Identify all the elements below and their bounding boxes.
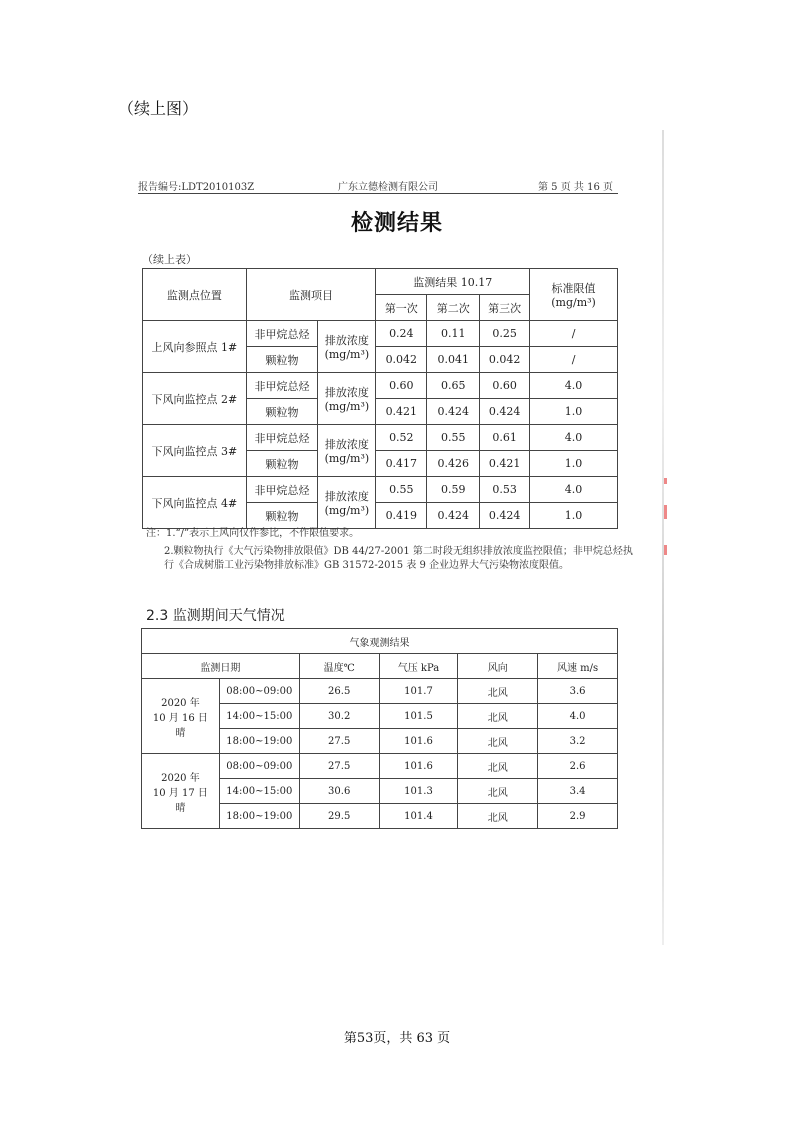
weather-body: [142, 679, 618, 829]
pressure-cell: 101.4: [379, 804, 458, 829]
header-run-1: 第一次: [376, 295, 427, 321]
pressure-cell: 101.7: [379, 679, 458, 704]
temp-cell: 29.5: [299, 804, 379, 829]
scan-edge: [662, 130, 664, 945]
time-cell: 14:00~15:00: [219, 779, 299, 804]
value-cell: 0.24: [376, 321, 427, 347]
conc-unit: (mg/m³): [324, 504, 370, 517]
value-cell: 0.60: [376, 373, 427, 399]
item-name: 非甲烷总烃: [246, 425, 318, 451]
header-wind-dir: 风向: [458, 654, 538, 679]
conc-label: 排放浓度: [324, 386, 369, 399]
value-cell: 0.041: [427, 347, 480, 373]
pressure-cell: 101.3: [379, 779, 458, 804]
value-cell: 0.424: [480, 503, 530, 529]
table-row: [143, 321, 618, 347]
value-cell: 0.424: [427, 399, 480, 425]
item-name: 非甲烷总烃: [246, 477, 318, 503]
date-day: 10 月 17 日: [152, 787, 208, 799]
wind-speed-cell: 2.9: [538, 804, 618, 829]
value-cell: 0.61: [480, 425, 530, 451]
pressure-cell: 101.5: [379, 704, 458, 729]
location-cell: 上风向参照点 1#: [143, 321, 247, 373]
company-name: 广东立德检测有限公司: [338, 182, 438, 193]
section-title: 2.3 监测期间天气情况: [146, 608, 285, 624]
value-cell: 0.59: [427, 477, 480, 503]
location-cell: 下风向监控点 2#: [143, 373, 247, 425]
time-cell: 14:00~15:00: [219, 704, 299, 729]
table-row: [142, 679, 618, 704]
table-row: [143, 373, 618, 399]
wind-speed-cell: 4.0: [538, 704, 618, 729]
location-cell: 下风向监控点 4#: [143, 477, 247, 529]
time-cell: 18:00~19:00: [219, 804, 299, 829]
header-temp: 温度℃: [299, 654, 379, 679]
value-cell: 0.421: [480, 451, 530, 477]
value-cell: 0.424: [480, 399, 530, 425]
conc-cell: [318, 373, 376, 425]
limit-cell: 4.0: [530, 373, 618, 399]
location-cell: 下风向监控点 3#: [143, 425, 247, 477]
value-cell: 0.424: [427, 503, 480, 529]
value-cell: 0.421: [376, 399, 427, 425]
value-cell: 0.417: [376, 451, 427, 477]
header-run-2: 第二次: [427, 295, 480, 321]
header-limit-label: 标准限值: [551, 282, 596, 295]
value-cell: 0.65: [427, 373, 480, 399]
date-weather: 晴: [175, 802, 186, 814]
red-mark: [664, 505, 667, 519]
time-cell: 18:00~19:00: [219, 729, 299, 754]
header-pressure: 气压 kPa: [379, 654, 458, 679]
value-cell: 0.52: [376, 425, 427, 451]
header-item: 监测项目: [246, 269, 376, 321]
continued-table-caption: （续上表）: [142, 253, 197, 266]
temp-cell: 26.5: [299, 679, 379, 704]
conc-label: 排放浓度: [324, 438, 369, 451]
value-cell: 0.25: [480, 321, 530, 347]
report-number: 报告编号:LDT2010103Z: [138, 182, 255, 193]
time-cell: 08:00~09:00: [219, 679, 299, 704]
item-name: 颗粒物: [246, 503, 318, 529]
weather-caption: 气象观测结果: [142, 629, 618, 654]
value-cell: 0.60: [480, 373, 530, 399]
limit-cell: 1.0: [530, 503, 618, 529]
value-cell: 0.53: [480, 477, 530, 503]
time-cell: 08:00~09:00: [219, 754, 299, 779]
note-line-1: 注：1.“/”表示上风向仅作参比，不作限值要求。: [146, 528, 360, 539]
limit-cell: 1.0: [530, 451, 618, 477]
value-cell: 0.042: [480, 347, 530, 373]
pressure-cell: 101.6: [379, 729, 458, 754]
wind-dir-cell: 北风: [458, 779, 538, 804]
weather-table: [141, 628, 618, 829]
value-cell: 0.042: [376, 347, 427, 373]
date-year: 2020 年: [161, 697, 200, 709]
pressure-cell: 101.6: [379, 754, 458, 779]
temp-cell: 27.5: [299, 754, 379, 779]
conc-cell: [318, 321, 376, 373]
header-limit: [530, 269, 618, 321]
item-name: 颗粒物: [246, 451, 318, 477]
value-cell: 0.426: [427, 451, 480, 477]
page-title: 检测结果: [350, 211, 443, 236]
conc-cell: [318, 477, 376, 529]
date-day: 10 月 16 日: [152, 712, 208, 724]
wind-dir-cell: 北风: [458, 704, 538, 729]
wind-dir-cell: 北风: [458, 754, 538, 779]
header-rule: [138, 193, 618, 194]
results-body: [143, 321, 618, 529]
date-cell: [142, 679, 220, 754]
conc-unit: (mg/m³): [324, 452, 370, 465]
item-name: 非甲烷总烃: [246, 373, 318, 399]
conc-unit: (mg/m³): [324, 400, 370, 413]
limit-cell: 4.0: [530, 477, 618, 503]
date-cell: [142, 754, 220, 829]
report-page-number: 第 5 页 共 16 页: [538, 182, 613, 193]
continued-caption: （续上图）: [118, 99, 199, 118]
results-table: [142, 268, 618, 529]
header-run-3: 第三次: [480, 295, 530, 321]
temp-cell: 30.6: [299, 779, 379, 804]
header-date: 监测日期: [142, 654, 300, 679]
date-weather: 晴: [175, 727, 186, 739]
item-name: 颗粒物: [246, 347, 318, 373]
table-row: [143, 425, 618, 451]
temp-cell: 30.2: [299, 704, 379, 729]
date-year: 2020 年: [161, 772, 200, 784]
table-row: [143, 477, 618, 503]
temp-cell: 27.5: [299, 729, 379, 754]
value-cell: 0.11: [427, 321, 480, 347]
note-line-3: 行《合成树脂工业污染物排放标准》GB 31572-2015 表 9 企业边界大气污染物浓度限值。: [164, 560, 570, 571]
wind-dir-cell: 北风: [458, 679, 538, 704]
red-mark: [664, 545, 667, 555]
conc-cell: [318, 425, 376, 477]
header-location: 监测点位置: [143, 269, 247, 321]
item-name: 非甲烷总烃: [246, 321, 318, 347]
wind-speed-cell: 3.4: [538, 779, 618, 804]
table-row: [142, 754, 618, 779]
header-result: 监测结果 10.17: [376, 269, 530, 295]
note-line-2: 2.颗粒物执行《大气污染物排放限值》DB 44/27-2001 第二时段无组织排放浓度监控限值；非甲烷总烃执: [164, 546, 633, 557]
limit-cell: 1.0: [530, 399, 618, 425]
value-cell: 0.55: [427, 425, 480, 451]
header-wind-speed: 风速 m/s: [538, 654, 618, 679]
value-cell: 0.55: [376, 477, 427, 503]
conc-label: 排放浓度: [324, 334, 369, 347]
header-limit-unit: (mg/m³): [551, 296, 596, 309]
red-mark: [664, 478, 667, 484]
item-name: 颗粒物: [246, 399, 318, 425]
wind-dir-cell: 北风: [458, 804, 538, 829]
wind-speed-cell: 2.6: [538, 754, 618, 779]
limit-cell: /: [530, 347, 618, 373]
wind-dir-cell: 北风: [458, 729, 538, 754]
limit-cell: /: [530, 321, 618, 347]
limit-cell: 4.0: [530, 425, 618, 451]
wind-speed-cell: 3.2: [538, 729, 618, 754]
conc-unit: (mg/m³): [324, 348, 370, 361]
conc-label: 排放浓度: [324, 490, 369, 503]
value-cell: 0.419: [376, 503, 427, 529]
page-footer: 第53页，共 63 页: [343, 1031, 451, 1046]
wind-speed-cell: 3.6: [538, 679, 618, 704]
